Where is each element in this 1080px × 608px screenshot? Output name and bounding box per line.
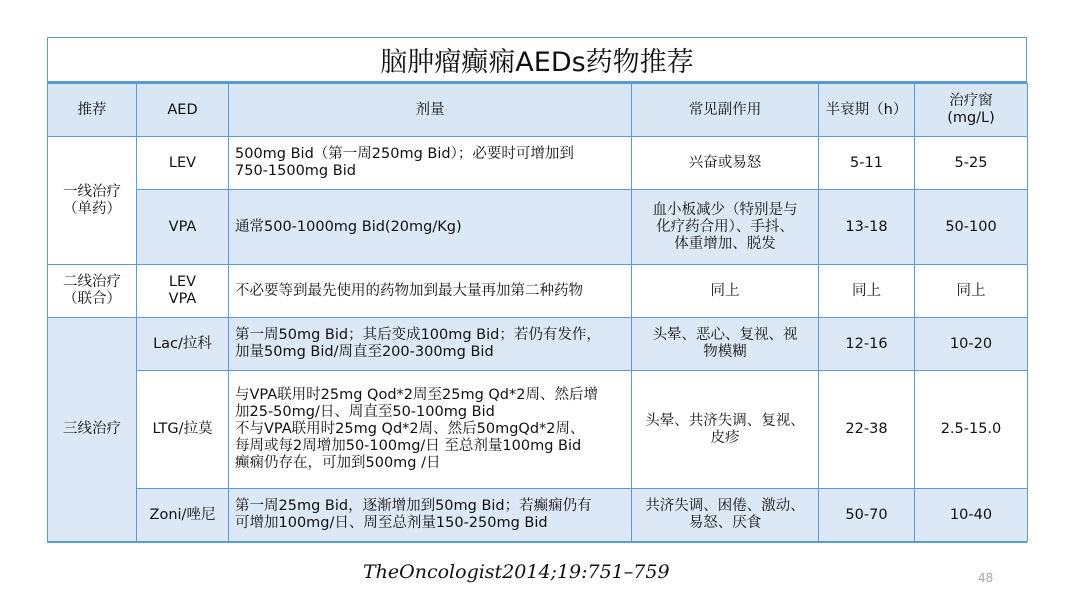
therapeutic-window-cell: 10-40 (915, 489, 1028, 542)
dose-cell: 500mg Bid（第一周250mg Bid）；必要时可增加到 750-1500mg Bid (229, 137, 632, 190)
slide-title: 脑肿瘤癫痫AEDs药物推荐 (47, 37, 1027, 83)
therapeutic-window-cell: 同上 (915, 265, 1028, 318)
half-life-cell: 5-11 (819, 137, 915, 190)
group-label-second-line: 二线治疗 （联合） (48, 265, 137, 318)
therapeutic-window-cell: 2.5-15.0 (915, 371, 1028, 489)
side-effects-cell: 兴奋或易怒 (632, 137, 819, 190)
header-therapeutic-window: 治疗窗 (mg/L) (915, 84, 1028, 137)
dose-cell: 第一周50mg Bid；其后变成100mg Bid；若仍有发作， 加量50mg Bid/周直至200-300mg Bid (229, 318, 632, 371)
group-label-first-line: 一线治疗 （单药） (48, 137, 137, 265)
half-life-cell: 12-16 (819, 318, 915, 371)
dose-cell: 不必要等到最先使用的药物加到最大量再加第二种药物 (229, 265, 632, 318)
header-side-effects: 常见副作用 (632, 84, 819, 137)
header-recommendation: 推荐 (48, 84, 137, 137)
table-header-row (48, 84, 1028, 137)
citation: TheOncologist2014;19:751–759 (363, 561, 670, 583)
table-row (48, 190, 1028, 265)
therapeutic-window-cell: 10-20 (915, 318, 1028, 371)
half-life-cell: 同上 (819, 265, 915, 318)
dose-cell: 通常500-1000mg Bid(20mg/Kg) (229, 190, 632, 265)
header-half-life: 半衰期（h） (819, 84, 915, 137)
table-row (48, 371, 1028, 489)
table-row (48, 489, 1028, 542)
table-row (48, 318, 1028, 371)
dose-cell: 第一周25mg Bid，逐渐增加到50mg Bid；若癫痫仍有 可增加100mg/日、周至总剂量150-250mg Bid (229, 489, 632, 542)
header-aed: AED (137, 84, 229, 137)
side-effects-cell: 头晕、恶心、复视、视 物模糊 (632, 318, 819, 371)
table-row (48, 265, 1028, 318)
side-effects-cell: 同上 (632, 265, 819, 318)
page-number: 48 (978, 571, 994, 585)
table-row (48, 137, 1028, 190)
half-life-cell: 50-70 (819, 489, 915, 542)
aed-cell: LTG/拉莫 (137, 371, 229, 489)
side-effects-cell: 血小板减少（特别是与 化疗药合用）、手抖、 体重增加、脱发 (632, 190, 819, 265)
side-effects-cell: 共济失调、困倦、激动、 易怒、厌食 (632, 489, 819, 542)
aed-recommendation-table (47, 83, 1028, 542)
header-dose: 剂量 (229, 84, 632, 137)
aed-cell: Lac/拉科 (137, 318, 229, 371)
side-effects-cell: 头晕、共济失调、复视、 皮疹 (632, 371, 819, 489)
dose-cell: 与VPA联用时25mg Qod*2周至25mg Qd*2周、然后增 加25-50mg/日、周直至50-100mg Bid 不与VPA联用时25mg Qd*2周、然后50mgQd*2周、 每周或每2周增加50-100mg/日 至总剂量100mg Bid 癫痫仍存在，可加到500mg /日 (229, 371, 632, 489)
therapeutic-window-cell: 50-100 (915, 190, 1028, 265)
aed-cell: LEV (137, 137, 229, 190)
half-life-cell: 13-18 (819, 190, 915, 265)
aed-cell: VPA (137, 190, 229, 265)
group-label-third-line: 三线治疗 (48, 318, 137, 542)
half-life-cell: 22-38 (819, 371, 915, 489)
aed-cell: Zoni/唑尼 (137, 489, 229, 542)
therapeutic-window-cell: 5-25 (915, 137, 1028, 190)
aed-cell: LEV VPA (137, 265, 229, 318)
